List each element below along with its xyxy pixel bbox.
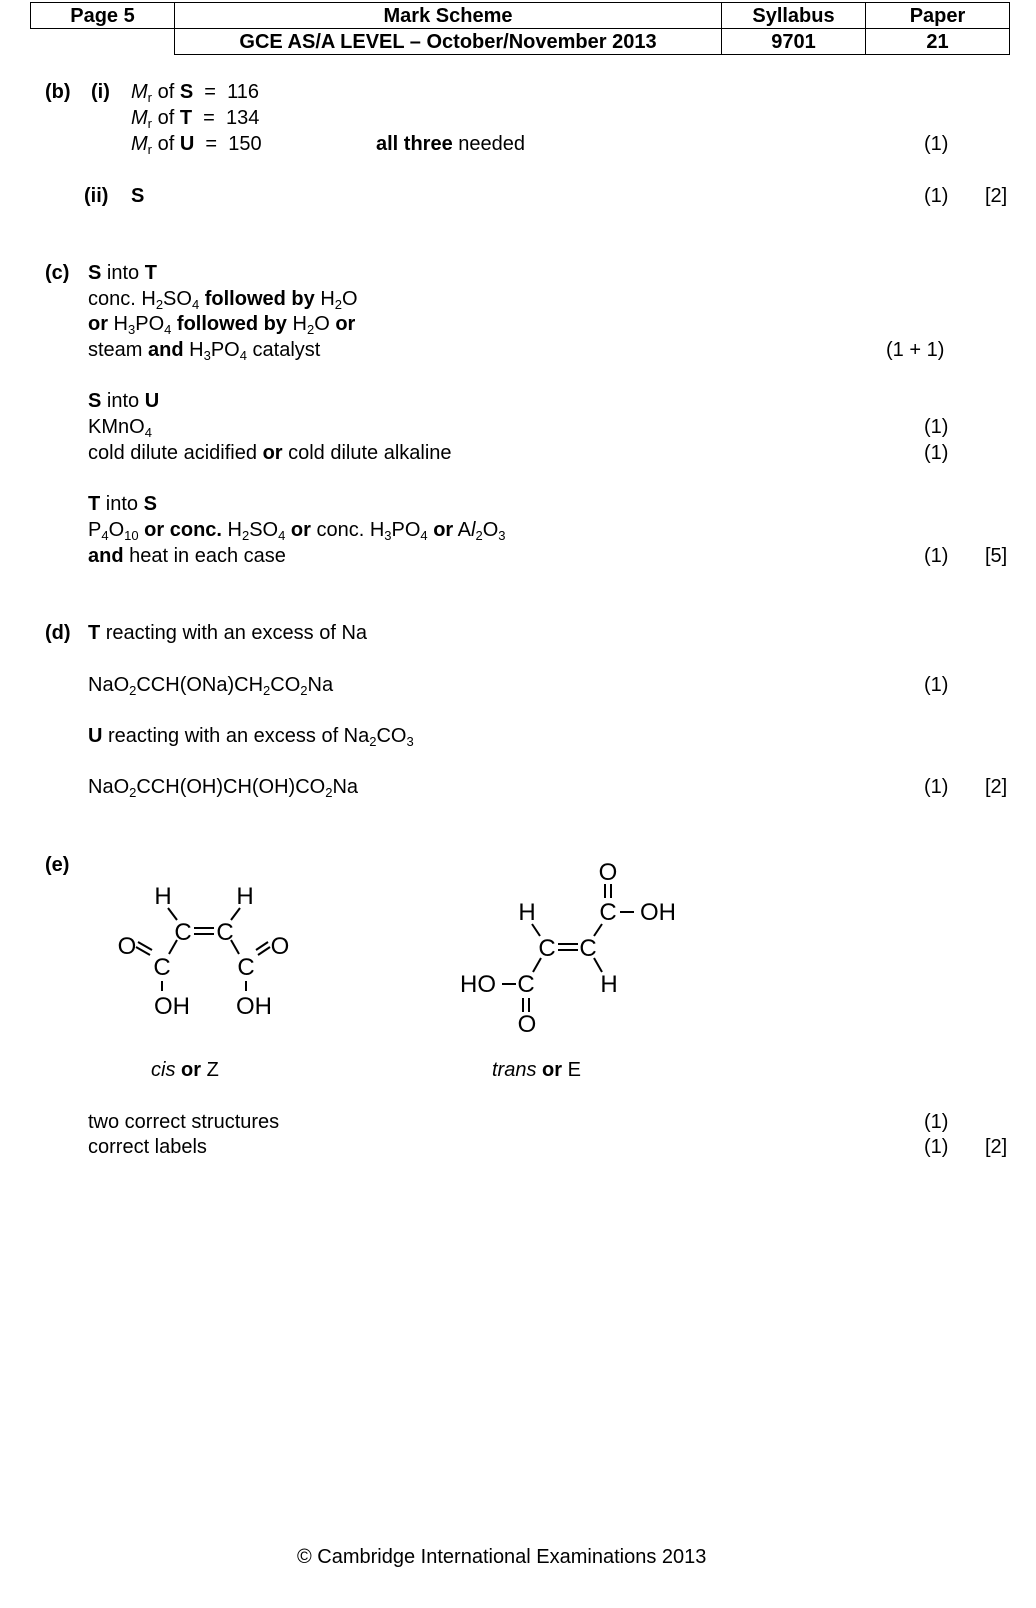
cis-c-acid-right: C [237, 954, 255, 981]
syllabus-label: Syllabus [722, 3, 866, 29]
mark-e-2: (1) [924, 1136, 949, 1158]
mr-row-s: $M_r$ of S = 116 [131, 81, 259, 105]
cis-bond-c-c-right [231, 940, 239, 954]
cis-h-right: H [236, 883, 254, 910]
trans-o-bottom: O [517, 1011, 537, 1038]
c-t-into-s-heading: T into S [88, 493, 157, 515]
mark-c-s-u-2: (1) [924, 442, 949, 464]
part-e-label: (e) [45, 854, 70, 876]
trans-c-acid-top: C [599, 899, 617, 926]
cis-c-left: C [174, 919, 192, 946]
cis-c-acid-left: C [153, 954, 171, 981]
part-b-label: (b) [45, 81, 71, 103]
mr-row-u: $M_r$ of U = 150 [131, 133, 262, 157]
c-t-into-s-line1: $P_4O_{10}$ or conc. $H_2SO_4$ or conc. $H_3PO_4$ or $Al_2O_3$ [88, 519, 506, 543]
total-c: [5] [985, 545, 1008, 567]
cis-h-left: H [154, 883, 172, 910]
d-t-line: T reacting with an excess of Na [88, 622, 368, 644]
trans-bond-c-cacid-top [594, 924, 602, 936]
c-s-into-t-line3: steam and $H_3PO_4$ catalyst [88, 339, 321, 363]
cis-structure [105, 870, 315, 1030]
d-u-line: U reacting with an excess of $Na_2CO_3$ [88, 725, 414, 749]
cis-oh-right: OH [236, 993, 272, 1020]
header-table [30, 2, 1010, 55]
part-b-ii-answer: S [131, 185, 145, 207]
trans-o-top: O [598, 859, 618, 886]
trans-oh: OH [640, 899, 676, 926]
part-d-label: (d) [45, 622, 71, 644]
cis-o-right: O [270, 933, 290, 960]
mark-d-u: (1) [924, 776, 949, 798]
trans-structure [450, 852, 690, 1042]
trans-c-acid-bottom: C [517, 971, 535, 998]
mark-c-s-u-1: (1) [924, 416, 949, 438]
c-s-into-t-heading: S into T [88, 262, 157, 284]
part-c-label: (c) [45, 262, 70, 284]
trans-bond-h-c [532, 924, 540, 936]
cis-bond-c-c-left [169, 940, 177, 954]
cis-o-left: O [117, 933, 137, 960]
trans-h-right: H [600, 971, 618, 998]
cis-c-right: C [216, 919, 234, 946]
c-s-into-t-line1: conc. $H_2SO_4$ followed by $H_2O$ [88, 288, 358, 312]
total-e: [2] [985, 1136, 1008, 1158]
mark-b-ii: (1) [924, 185, 949, 207]
e-line1: two correct structures [88, 1111, 280, 1133]
c-s-into-u-heading: S into U [88, 390, 160, 412]
trans-bond-c-cacid-bottom [533, 958, 541, 972]
cis-bond-h-c-left [168, 908, 177, 920]
d-u-product: $NaO_2CCH(OH)CH(OH)CO_2Na$ [88, 776, 359, 800]
trans-c-left: C [538, 935, 556, 962]
header-blank [31, 29, 175, 55]
c-s-into-t-line2: or $H_3PO_4$ followed by $H_2O$ or [88, 313, 356, 337]
c-s-into-u-line1: KMnO$_4$ [88, 416, 152, 440]
c-s-into-u-line2: cold dilute acidified or cold dilute alkaline [88, 442, 452, 464]
syllabus-code: 9701 [722, 29, 866, 55]
total-b: [2] [985, 185, 1008, 207]
all-three-note: all three needed [376, 133, 526, 155]
trans-label: trans or E [492, 1059, 581, 1081]
trans-bond-c-h [594, 958, 602, 972]
exam-name: GCE AS/A LEVEL – October/November 2013 [175, 29, 722, 55]
mark-b-i: (1) [924, 133, 949, 155]
mr-row-t: $M_r$ of T = 134 [131, 107, 260, 131]
trans-c-right: C [579, 935, 597, 962]
cis-label: cis or Z [151, 1059, 219, 1081]
d-t-product: $NaO_2CCH(ONa)CH_2CO_2Na$ [88, 674, 334, 698]
total-d: [2] [985, 776, 1008, 798]
doc-title: Mark Scheme [175, 3, 722, 29]
part-b-i-label: (i) [91, 81, 110, 103]
mark-d-t: (1) [924, 674, 949, 696]
c-t-into-s-line2: and heat in each case [88, 545, 286, 567]
mark-c-s-t: (1 + 1) [886, 339, 945, 361]
part-b-ii-label: (ii) [84, 185, 109, 207]
trans-ho: HO [460, 971, 496, 998]
mark-c-t-s: (1) [924, 545, 949, 567]
e-line2: correct labels [88, 1136, 207, 1158]
cis-oh-left: OH [154, 993, 190, 1020]
mark-e-1: (1) [924, 1111, 949, 1133]
trans-h-left: H [518, 899, 536, 926]
paper-number: 21 [866, 29, 1010, 55]
paper-label: Paper [866, 3, 1010, 29]
footer-copyright: © Cambridge International Examinations 2013 [297, 1546, 707, 1568]
page-label: Page 5 [31, 3, 175, 29]
